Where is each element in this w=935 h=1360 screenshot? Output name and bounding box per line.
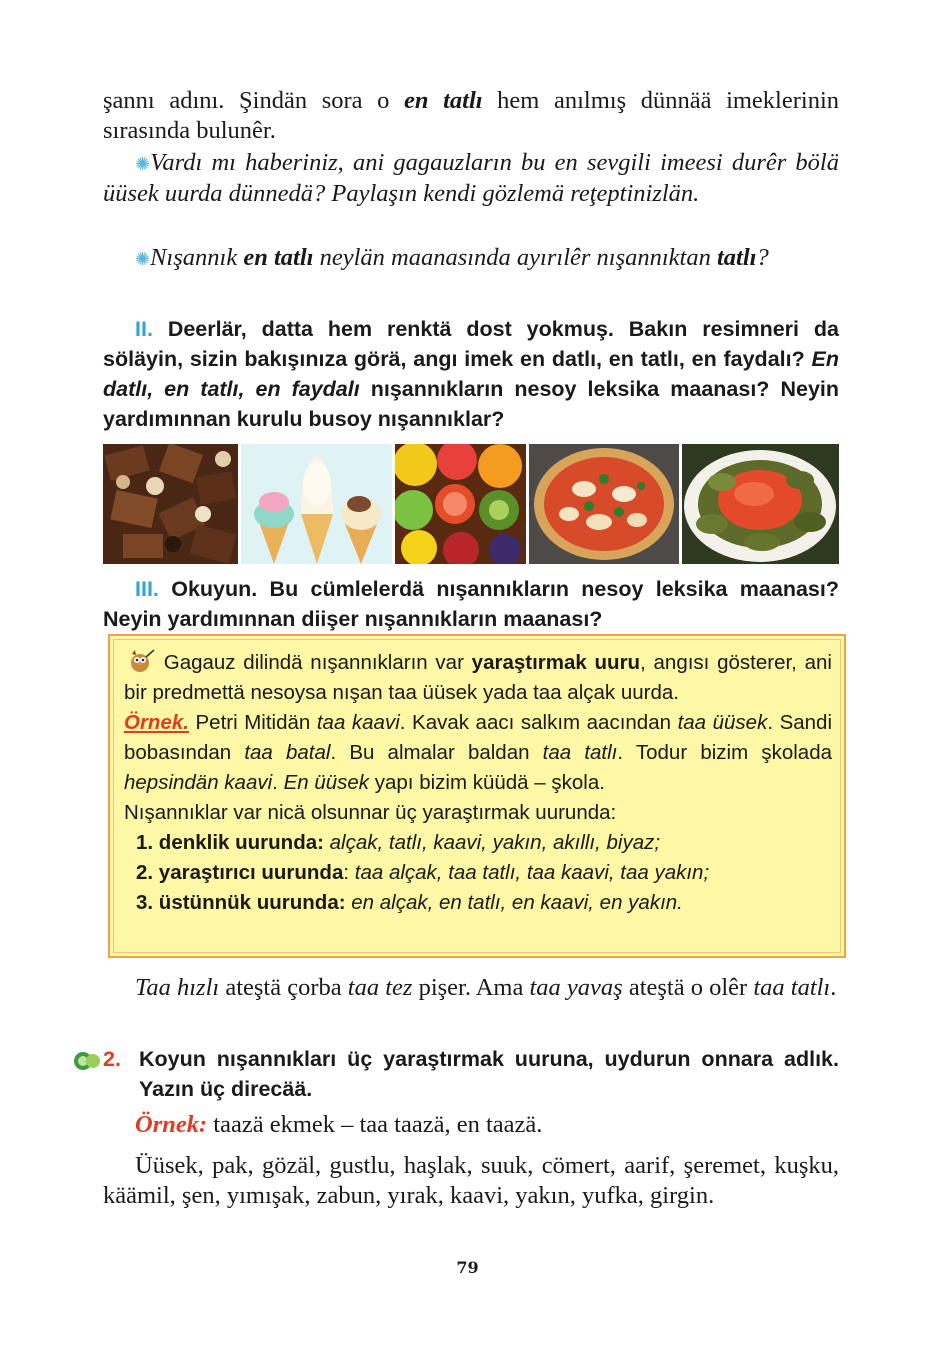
fruits-photo [395,444,526,564]
ice-cream-photo [241,444,392,564]
star-icon: ✺ [135,154,151,174]
exercise-2-example: Örnek: taazä ekmek – taa taazä, en taazä. [135,1111,543,1138]
level-2: 2. yaraştırıcı uurunda: taa alçak, taa tatlı, taa kaavi, taa yakın; [136,861,710,884]
exercise-2-words: Üüsek, pak, gözäl, gustlu, haşlak, suuk, cömert, aarif, şeremet, kuşku, käämil, şen, yımışak, zabun, yırak, kaavi, yakın, yufka, girgin. [103,1152,839,1209]
chocolate-photo [103,444,238,564]
task-iii: III. Okuyun. Bu cümlelerdä nışannıkların nesoy leksika maanası? Neyin yardımınnan diişer nışannıkların maanası? [103,577,839,631]
stuffed-peppers-photo [682,444,839,564]
exercise-2-marker [73,1051,103,1071]
question-2: ✺Nışannık en tatlı neylän maanasında ayırılêr nışannıktan tatlı? [135,244,769,271]
owl-icon [128,649,156,673]
star-icon: ✺ [135,249,151,269]
question-1: ✺Vardı mı haberiniz, ani gagauzların bu en sevgili imeesi durêr bölä üüsek uurda dünnedä? Paylaşın kendi gözlemä reţeptinizlän. [103,149,839,207]
pizza-photo [529,444,679,564]
food-photos [103,444,839,564]
paragraph-intro: şannı adını. Şindän sora o en tatlı hem anılmış dünnää imeklerinin sırasında bulunêr. [103,87,840,144]
task-ii: II. Deerlär, datta hem renktä dost yokmuş. Bakın resimneri da söläyin, sizin bakışınıza görä, angı imek en datlı, en tatlı, en faydalı? En datlı, en tatlı, en faydalı nışannıkların nesoy leksika maanası? Neyin yardımınnan kurulu busoy nışannıklar? [103,317,840,431]
paragraph-example: Taa hızlı ateştä çorba taa tez pişer. Ama taa yavaş ateştä o olêr taa tatlı. [135,974,837,1001]
exercise-2: 2. Koyun nışannıkları üç yaraştırmak uuruna, uydurun onnara adlık. Yazın üç direcää. [103,1047,839,1101]
level-3: 3. üstünnük uurunda: en alçak, en tatlı, en kaavi, en yakın. [136,891,683,914]
page-number: 79 [456,1258,479,1277]
rule-box: Gagauz dilindä nışannıkların var yaraştırmak uuru, angısı gösterer, ani bir predmettä nesoysa nışan taa üüsek yada taa alçak uurda. Örnek. Petri Mitidän taa kaavi. Kavak aacı salkım aacından taa üüsek. Sandi bobasından taa batal. Bu almalar baldan taa tatlı. Todur bizim şkolada hepsindän kaavi. En üüsek yapı bizim küüdä – şkola. Nışannıklar var nicä olsunnar üç yaraştırmak uurunda: 1. denklik uurunda: alçak, tatlı, kaavi, yakın, akıllı, biyaz; 2. yaraştırıcı uurunda: taa alçak, taa tatlı, taa kaavi, taa yakın; 3. üstünnük uurunda: en alçak, en tatlı, en kaavi, en yakın. [108,634,846,958]
level-1: 1. denklik uurunda: alçak, tatlı, kaavi, yakın, akıllı, biyaz; [136,831,661,854]
